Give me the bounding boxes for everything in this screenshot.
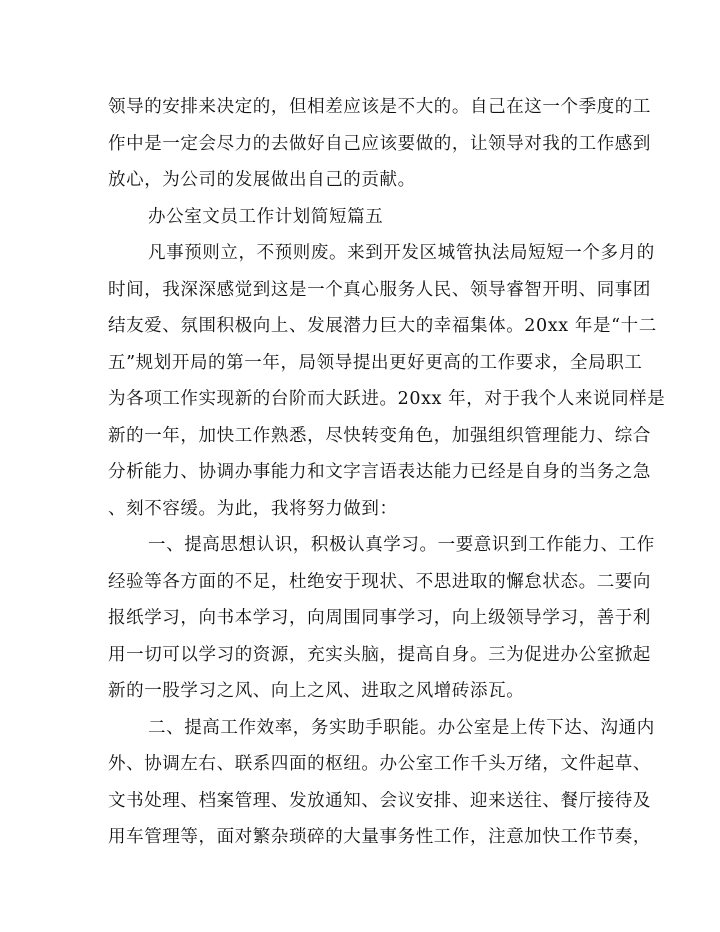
text-line: 一、提高思想认识，积极认真学习。一要意识到工作能力、工作 xyxy=(148,535,655,555)
text-line: 二、提高工作效率，务实助手职能。办公室是上传下达、沟通内 xyxy=(148,718,655,738)
text-line: 新的一年，加快工作熟悉，尽快转变角色，加强组织管理能力、综合 xyxy=(108,426,651,446)
text-line: 文书处理、档案管理、发放通知、会议安排、迎来送往、餐厅接待及 xyxy=(108,791,651,811)
text-line: 分析能力、协调办事能力和文字言语表达能力已经是自身的当务之急 xyxy=(108,462,651,482)
text-line: 时间，我深深感觉到这是一个真心服务人民、领导睿智开明、同事团 xyxy=(108,280,651,300)
text-line: 五”规划开局的第一年，局领导提出更好更高的工作要求，全局职工 xyxy=(108,353,643,373)
section-heading: 办公室文员工作计划简短篇五 xyxy=(148,207,384,227)
text-line: 作中是一定会尽力的去做好自己应该要做的，让领导对我的工作感到 xyxy=(108,134,651,154)
text-line: 报纸学习，向书本学习，向周围同事学习，向上级领导学习，善于利 xyxy=(108,608,651,628)
text-line: 经验等各方面的不足，杜绝安于现状、不思进取的懈怠状态。二要向 xyxy=(108,572,651,592)
text-line: 外、协调左右、联系四面的枢纽。办公室工作千头万绪，文件起草、 xyxy=(108,754,651,774)
text-line: 结友爱、氛围积极向上、发展潜力巨大的幸福集体。20xx 年是“十二 xyxy=(108,316,657,336)
text-line: 用一切可以学习的资源，充实头脑，提高自身。三为促进办公室掀起 xyxy=(108,645,651,665)
text-line: 、刻不容缓。为此，我将努力做到： xyxy=(108,499,398,519)
text-line: 新的一股学习之风、向上之风、进取之风增砖添瓦。 xyxy=(108,681,525,701)
text-line: 领导的安排来决定的，但相差应该是不大的。自己在这一个季度的工 xyxy=(108,97,651,117)
text-line: 放心，为公司的发展做出自己的贡献。 xyxy=(108,170,416,190)
text-line: 为各项工作实现新的台阶而大跃进。20xx 年，对于我个人来说同样是 xyxy=(108,389,666,409)
text-line: 用车管理等，面对繁杂琐碎的大量事务性工作，注意加快工作节奏， xyxy=(108,827,651,847)
text-line: 凡事预则立，不预则废。来到开发区城管执法局短短一个多月的 xyxy=(148,243,655,263)
